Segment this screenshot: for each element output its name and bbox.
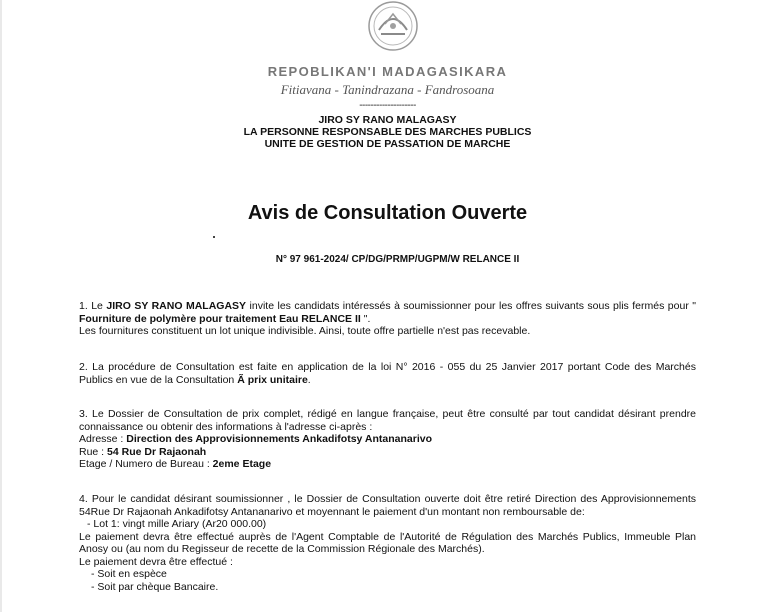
pricing-mode: Ã prix unitaire <box>237 373 308 386</box>
org-inline: JIRO SY RANO MALAGASY <box>106 300 247 312</box>
separator: -------------------- <box>359 100 416 111</box>
lot-note: Les fournitures constituent un lot unique indivisible. Ainsi, toute offre partielle n'est pas recevable. <box>79 325 531 337</box>
object-title: Fourniture de polymère pour traitement Eau RELANCE II <box>79 312 361 325</box>
payment-mode-cheque: - Soit par chèque Bancaire. <box>91 580 219 593</box>
paragraph-4-text: 4. Pour le candidat désirant soumissionner , le Dossier de Consultation ouverte doit être retiré Direction des Approvisionnements 54Rue Dr Rajaonah Ankadifotsy Antananarivo et moyennant le paiement d'un montant non remboursable de: <box>79 493 696 518</box>
lot-price: - Lot 1: vingt mille Ariary (Ar20 000.00) <box>87 518 267 530</box>
paragraph-4 <box>79 493 696 593</box>
prmp-line: LA PERSONNE RESPONSABLE DES MARCHES PUBLICS <box>243 126 532 138</box>
country-name: REPOBLIKAN'I MADAGASIKARA <box>267 64 508 79</box>
payment-location: Le paiement devra être effectué auprès de l'Agent Comptable de l'Autorité de Régulation des Marchés Publics, Immeuble Plan Anosy ou (au nom du Regisseur de recette de la Commission Régionale des Marchés). <box>79 530 696 555</box>
reference-number: N° 97 961-2024/ CP/DG/PRMP/UGPM/W RELANCE II <box>275 254 520 265</box>
paragraph-2 <box>79 361 696 386</box>
floor-line: Etage / Numero de Bureau : 2eme Etage <box>79 458 272 470</box>
national-seal-emblem <box>365 0 421 52</box>
payment-mode-intro: Le paiement devra être effectué : <box>79 555 233 568</box>
national-motto: Fitiavana - Tanindrazana - Fandrosoana <box>280 82 495 97</box>
street-line: Rue : 54 Rue Dr Rajaonah <box>79 445 207 458</box>
paragraph-2-text: 2. La procédure de Consultation est faite en application de la loi N° 2016 - 055 du 25 Janvier 2017 portant Code des Marchés Publics en vue de la Consultation Ã prix unitaire. <box>79 361 696 386</box>
paragraph-3 <box>79 408 696 471</box>
paragraph-1 <box>79 300 696 338</box>
paragraph-1-text: 1. Le JIRO SY RANO MALAGASY invite les candidats intéressés à soumissionner pour les offres suivants sous plis fermés pour " Fourniture de polymère pour traitement Eau RELANCE II ". <box>79 300 696 325</box>
org-name: JIRO SY RANO MALAGASY <box>318 114 457 126</box>
ugpm-line: UNITE DE GESTION DE PASSATION DE MARCHE <box>264 138 511 150</box>
address-line: Adresse : Direction des Approvisionnements Ankadifotsy Antananarivo <box>79 433 433 445</box>
notice-title: Avis de Consultation Ouverte <box>247 202 528 224</box>
payment-mode-cash: - Soit en espèce <box>91 568 167 580</box>
paragraph-3-text: 3. Le Dossier de Consultation de prix complet, rédigé en langue française, peut être consulté par tout candidat désirant prendre connaissance ou obtenir des informations à l'adresse ci-après : <box>79 408 696 433</box>
stray-mark <box>213 236 215 238</box>
